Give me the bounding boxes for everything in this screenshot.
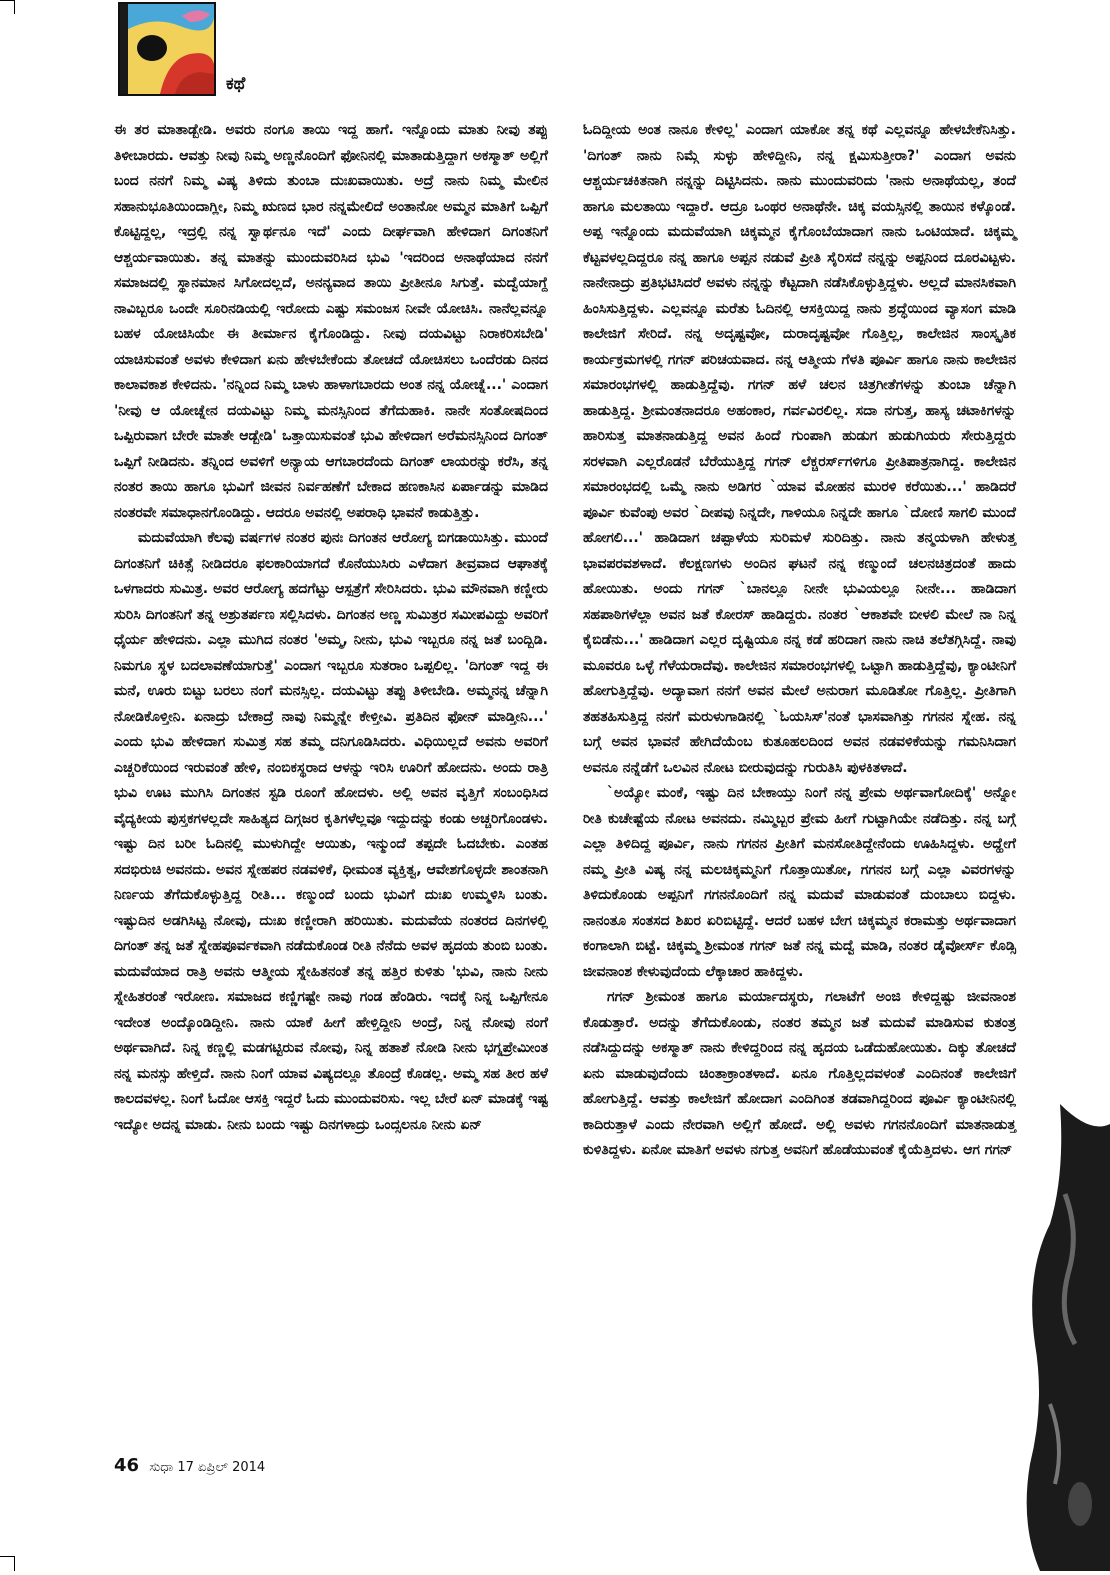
page-footer	[114, 1455, 265, 1476]
story-paragraph: ಈ ತರ ಮಾತಾಡ್ಬೇಡಿ. ಅವರು ನಂಗೂ ತಾಯಿ ಇದ್ದ ಹಾಗೆ. ಇನ್ನೊಂದು ಮಾತು ನೀವು ತಪ್ಪು ತಿಳೀಬಾರದು. ಆವತ್ತು ನೀವು ನಿಮ್ಮ ಅಣ್ಣನೊಂದಿಗೆ ಫೋನಿನಲ್ಲಿ ಮಾತಾಡುತ್ತಿದ್ದಾಗ ಅಕಸ್ಮಾತ್ ಅಲ್ಲಿಗೆ ಬಂದ ನನಗೆ ನಿಮ್ಮ ವಿಷ್ಯ ತಿಳಿದು ತುಂಬಾ ದುಃಖವಾಯಿತು. ಅದ್ರೆ ನಾನು ನಿಮ್ಮ ಮೇಲಿನ ಸಹಾನುಭೂತಿಯಿಂದಾಗ್ಲೀ, ನಿಮ್ಮ ಋಣದ ಭಾರ ನನ್ನಮೇಲಿದೆ ಅಂತಾನೋ ಅಮ್ಮನ ಮಾತಿಗೆ ಒಪ್ಪಿಗೆ ಕೊಟ್ಟಿದ್ದಲ್ಲ, ಇದ್ರಲ್ಲಿ ನನ್ನ ಸ್ವಾರ್ಥನೂ ಇದೆ' ಎಂದು ದೀರ್ಘವಾಗಿ ಹೇಳಿದಾಗ ದಿಗಂತನಿಗೆ ಆಶ್ಚರ್ಯವಾಯಿತು. ತನ್ನ ಮಾತನ್ನು ಮುಂದುವರಿಸಿದ ಭುವಿ 'ಇದರಿಂದ ಅನಾಥೆಯಾದ ನನಗೆ ಸಮಾಜದಲ್ಲಿ ಸ್ಥಾನಮಾನ ಸಿಗೋದಲ್ಲದೆ, ಅನನ್ಯವಾದ ತಾಯಿ ಪ್ರೀತೀನೂ ಸಿಗುತ್ತೆ. ಮದ್ವೆಯಾಗ್ದೆ ನಾವಿಬ್ಬರೂ ಒಂದೇ ಸೂರಿನಡಿಯಲ್ಲಿ ಇರೋದು ಎಷ್ಟು ಸಮಂಜಸ ನೀವೇ ಯೋಚಿಸಿ. ನಾನೆಲ್ಲವನ್ನೂ ಬಹಳ ಯೋಚಿಸಿಯೇ ಈ ತೀರ್ಮಾನ ಕೈಗೊಂಡಿದ್ದು. ನೀವು ದಯವಿಟ್ಟು ನಿರಾಕರಿಸಬೇಡಿ' ಯಾಚಿಸುವಂತೆ ಅವಳು ಕೇಳಿದಾಗ ಏನು ಹೇಳಬೇಕೆಂದು ತೋಚದೆ ಯೋಚಿಸಲು ಒಂದೆರಡು ದಿನದ ಕಾಲಾವಕಾಶ ಕೇಳಿದನು. 'ನನ್ನಿಂದ ನಿಮ್ಮ ಬಾಳು ಹಾಳಾಗಬಾರದು ಅಂತ ನನ್ನ ಯೋಚ್ನೆ...' ಎಂದಾಗ 'ನೀವು ಆ ಯೋಚ್ನೇನ ದಯವಿಟ್ಟು ನಿಮ್ಮ ಮನಸ್ಸಿನಿಂದ ತೆಗೆದುಹಾಕಿ. ನಾನೇ ಸಂತೋಷದಿಂದ ಒಪ್ಪಿರುವಾಗ ಬೇರೇ ಮಾತೇ ಆಡ್ಬೇಡಿ' ಒತ್ತಾಯಿಸುವಂತೆ ಭುವಿ ಹೇಳಿದಾಗ ಅರೆಮನಸ್ಸಿನಿಂದ ದಿಗಂತ್ ಒಪ್ಪಿಗೆ ನೀಡಿದನು. ತನ್ನಿಂದ ಅವಳಿಗೆ ಅನ್ಯಾಯ ಆಗಬಾರದೆಂದು ದಿಗಂತ್ ಲಾಯರನ್ನು ಕರೆಸಿ, ತನ್ನ ನಂತರ ತಾಯಿ ಹಾಗೂ ಭುವಿಗೆ ಜೀವನ ನಿರ್ವಹಣೆಗೆ ಬೇಕಾದ ಹಣಕಾಸಿನ ಏರ್ಪಾಡನ್ನು ಮಾಡಿದ ನಂತರವೇ ಸಮಾಧಾನಗೊಂಡಿದ್ದು. ಆದರೂ ಅವನಲ್ಲಿ ಅಪರಾಧಿ ಭಾವನೆ ಕಾಡುತ್ತಿತ್ತು.	[114, 122, 548, 521]
magazine-name: ಸುಧಾ	[149, 1460, 174, 1475]
issue-date: 17 ಏಪ್ರಿಲ್ 2014	[177, 1460, 266, 1475]
story-paragraph: `ಅಯ್ಯೋ ಮಂಕೆ, ಇಷ್ಟು ದಿನ ಬೇಕಾಯ್ತು ನಿಂಗೆ ನನ್ನ ಪ್ರೇಮ ಅರ್ಥವಾಗೋದಿಕ್ಕೆ' ಅನ್ನೋ ರೀತಿ ಕುಚೇಷ್ಟೆಯ ನೋಟ ಅವನದು. ನಮ್ಮಿಬ್ಬರ ಪ್ರೇಮ ಹೀಗೆ ಗುಟ್ಟಾಗಿಯೇ ನಡೆದಿತ್ತು. ನನ್ನ ಬಗ್ಗೆ ಎಲ್ಲಾ ತಿಳಿದಿದ್ದ ಪೂರ್ವಿ, ನಾನು ಗಗನನ ಪ್ರೀತಿಗೆ ಮನಸೋತಿದ್ದೇನೆಂದು ಊಹಿಸಿದ್ದಳು. ಅದ್ಹೇಗೆ ನಮ್ಮ ಪ್ರೀತಿ ವಿಷ್ಯ ನನ್ನ ಮಲಚಿಕ್ಕಮ್ಮನಿಗೆ ಗೊತ್ತಾಯಿತೋ, ಗಗನನ ಬಗ್ಗೆ ಎಲ್ಲಾ ವಿವರಗಳನ್ನು ತಿಳಿದುಕೊಂಡು ಅಪ್ಪನಿಗೆ ಗಗನನೊಂದಿಗೆ ನನ್ನ ಮದುವೆ ಮಾಡುವಂತೆ ದುಂಬಾಲು ಬಿದ್ದಳು. ನಾನಂತೂ ಸಂತಸದ ಶಿಖರ ಏರಿಬಿಟ್ಟಿದ್ದೆ. ಆದರೆ ಬಹಳ ಬೇಗ ಚಿಕ್ಕಮ್ಮನ ಕರಾಮತ್ತು ಅರ್ಥವಾದಾಗ ಕಂಗಾಲಾಗಿ ಬಿಟ್ಟೆ. ಚಿಕ್ಕಮ್ಮ ಶ್ರೀಮಂತ ಗಗನ್ ಜತೆ ನನ್ನ ಮದ್ವೆ ಮಾಡಿ, ನಂತರ ಡೈವೋರ್ಸ್ ಕೊಡ್ಸಿ ಜೀವನಾಂಶ ಕೇಳುವುದೆಂದು ಲೆಕ್ಕಾಚಾರ ಹಾಕಿದ್ದಳು.	[583, 785, 1016, 980]
photo-image	[1020, 1104, 1110, 1571]
section-label: ಕಥೆ	[226, 74, 246, 94]
story-column-left	[114, 118, 548, 1133]
section-logo	[118, 2, 216, 96]
story-paragraph: ಗಗನ್ ಶ್ರೀಮಂತ ಹಾಗೂ ಮರ್ಯಾದಸ್ಥರು, ಗಲಾಟೆಗೆ ಅಂಜಿ ಕೇಳಿದ್ದಷ್ಟು ಜೀವನಾಂಶ ಕೊಡುತ್ತಾರೆ. ಅದನ್ನು ತೆಗೆದುಕೊಂಡು, ನಂತರ ತಮ್ಮನ ಜತೆ ಮದುವೆ ಮಾಡಿಸುವ ಕುತಂತ್ರ ನಡೆಸಿದ್ದುದನ್ನು ಅಕಸ್ಮಾತ್ ನಾನು ಕೇಳಿದ್ದರಿಂದ ನನ್ನ ಹೃದಯ ಒಡೆದುಹೋಯಿತು. ದಿಕ್ಕು ತೋಚದೆ ಏನು ಮಾಡುವುದೆಂದು ಚಿಂತಾಕ್ರಾಂತಳಾದೆ. ಏನೂ ಗೊತ್ತಿಲ್ಲದವಳಂತೆ ಎಂದಿನಂತೆ ಕಾಲೇಜಿಗೆ ಹೋಗುತ್ತಿದ್ದೆ. ಆವತ್ತು ಕಾಲೇಜಿಗೆ ಹೋದಾಗ ಎಂದಿಗಿಂತ ತಡವಾಗಿದ್ದರಿಂದ ಪೂರ್ವಿ ಕ್ಯಾಂಟೀನಿನಲ್ಲಿ ಕಾದಿರುತ್ತಾಳೆ ಎಂದು ನೇರವಾಗಿ ಅಲ್ಲಿಗೆ ಹೋದೆ. ಅಲ್ಲಿ ಅವಳು ಗಗನನೊಂದಿಗೆ ಮಾತನಾಡುತ್ತ ಕುಳಿತಿದ್ದಳು. ಏನೋ ಮಾತಿಗೆ ಅವಳು ನಗುತ್ತ ಅವನಿಗೆ ಹೊಡೆಯುವಂತೆ ಕೈಯೆತ್ತಿದಳು. ಆಗ ಗಗನ್	[583, 989, 1016, 1158]
crop-mark	[0, 1556, 14, 1557]
story-logo-illustration	[120, 4, 214, 94]
story-column-right	[583, 118, 1017, 1158]
partial-photo	[1020, 1104, 1110, 1571]
crop-mark	[0, 0, 14, 1]
story-paragraph: ಓದಿದ್ದೀಯ ಅಂತ ನಾನೂ ಕೇಳಿಲ್ಲ' ಎಂದಾಗ ಯಾಕೋ ತನ್ನ ಕಥೆ ಎಲ್ಲವನ್ನೂ ಹೇಳಬೇಕೆನಿಸಿತ್ತು. 'ದಿಗಂತ್ ನಾನು ನಿಮ್ಗೆ ಸುಳ್ಳು ಹೇಳಿದ್ದೀನಿ, ನನ್ನ ಕ್ಷಮಿಸುತ್ತೀರಾ?' ಎಂದಾಗ ಅವನು ಆಶ್ಚರ್ಯಚಕಿತನಾಗಿ ನನ್ನನ್ನು ದಿಟ್ಟಿಸಿದನು. ನಾನು ಮುಂದುವರಿದು 'ನಾನು ಅನಾಥೆಯಲ್ಲ, ತಂದೆ ಹಾಗೂ ಮಲತಾಯಿ ಇದ್ದಾರೆ. ಆದ್ರೂ ಒಂಥರ ಅನಾಥೆನೇ. ಚಿಕ್ಕ ವಯಸ್ಸಿನಲ್ಲಿ ತಾಯಿನ ಕಳ್ಕೊಂಡೆ. ಅಪ್ಪ ಇನ್ನೊಂದು ಮದುವೆಯಾಗಿ ಚಿಕ್ಕಮ್ಮನ ಕೈಗೊಂಬೆಯಾದಾಗ ನಾನು ಒಂಟಿಯಾದೆ. ಚಿಕ್ಕಮ್ಮ ಕೆಟ್ಟವಳಲ್ಲದಿದ್ದರೂ ನನ್ನ ಹಾಗೂ ಅಪ್ಪನ ನಡುವೆ ಪ್ರೀತಿ ಸೈರಿಸದೆ ನನ್ನನ್ನು ಅಪ್ಪನಿಂದ ದೂರವಿಟ್ಟಳು. ನಾನೇನಾದ್ರು ಪ್ರತಿಭಟಿಸಿದರೆ ಅವಳು ನನ್ನನ್ನು ಕೆಟ್ಟದಾಗಿ ನಡೆಸಿಕೊಳ್ಳುತ್ತಿದ್ದಳು. ಅಲ್ಲದೆ ಮಾನಸಿಕವಾಗಿ ಹಿಂಸಿಸುತ್ತಿದ್ದಳು. ಎಲ್ಲವನ್ನೂ ಮರೆತು ಓದಿನಲ್ಲಿ ಆಸಕ್ತಿಯಿದ್ದ ನಾನು ಶ್ರದ್ಧೆಯಿಂದ ವ್ಯಾಸಂಗ ಮಾಡಿ ಕಾಲೇಜಿಗೆ ಸೇರಿದೆ. ನನ್ನ ಅದೃಷ್ಟವೋ, ದುರಾದೃಷ್ಟವೋ ಗೊತ್ತಿಲ್ಲ, ಕಾಲೇಜಿನ ಸಾಂಸ್ಕೃತಿಕ ಕಾರ್ಯಕ್ರಮಗಳಲ್ಲಿ ಗಗನ್ ಪರಿಚಯವಾದ. ನನ್ನ ಆತ್ಮೀಯ ಗೆಳತಿ ಪೂರ್ವಿ ಹಾಗೂ ನಾನು ಕಾಲೇಜಿನ ಸಮಾರಂಭಗಳಲ್ಲಿ ಹಾಡುತ್ತಿದ್ದೆವು. ಗಗನ್ ಹಳೆ ಚಲನ ಚಿತ್ರಗೀತೆಗಳನ್ನು ತುಂಬಾ ಚೆನ್ನಾಗಿ ಹಾಡುತ್ತಿದ್ದ. ಶ್ರೀಮಂತನಾದರೂ ಅಹಂಕಾರ, ಗರ್ವವಿರಲಿಲ್ಲ. ಸದಾ ನಗುತ್ತ, ಹಾಸ್ಯ ಚಟಾಕಿಗಳನ್ನು ಹಾರಿಸುತ್ತ ಮಾತನಾಡುತ್ತಿದ್ದ ಅವನ ಹಿಂದೆ ಗುಂಪಾಗಿ ಹುಡುಗ ಹುಡುಗಿಯರು ಸೇರುತ್ತಿದ್ದರು ಸರಳವಾಗಿ ಎಲ್ಲರೊಡನೆ ಬೆರೆಯುತ್ತಿದ್ದ ಗಗನ್ ಲೆಕ್ಚರರ್ಸ್‌ಗಳಿಗೂ ಪ್ರೀತಿಪಾತ್ರನಾಗಿದ್ದ. ಕಾಲೇಜಿನ ಸಮಾರಂಭದಲ್ಲಿ ಒಮ್ಮೆ ನಾನು ಅಡಿಗರ `ಯಾವ ಮೋಹನ ಮುರಳಿ ಕರೆಯಿತು...' ಹಾಡಿದರೆ ಪೂರ್ವಿ ಕುವೆಂಪು ಅವರ `ದೀಪವು ನಿನ್ನದೇ, ಗಾಳಿಯೂ ನಿನ್ನದೇ ಹಾಗೂ `ದೋಣಿ ಸಾಗಲಿ ಮುಂದೆ ಹೋಗಲಿ...' ಹಾಡಿದಾಗ ಚಪ್ಪಾಳೆಯ ಸುರಿಮಳೆ ಸುರಿದಿತ್ತು. ನಾನು ತನ್ಮಯಳಾಗಿ ಹೇಳುತ್ತ ಭಾವಪರವಶಳಾದೆ. ಕೆಲಕ್ಷಣಗಳು ಅಂದಿನ ಘಟನೆ ನನ್ನ ಕಣ್ಮುಂದೆ ಚಲನಚಿತ್ರದಂತೆ ಹಾದು ಹೋಯಿತು. ಅಂದು ಗಗನ್ `ಬಾನಲ್ಲೂ ನೀನೇ ಭುವಿಯಲ್ಲೂ ನೀನೇ... ಹಾಡಿದಾಗ ಸಹಪಾಠಿಗಳೆಲ್ಲಾ ಅವನ ಜತೆ ಕೋರಸ್ ಹಾಡಿದ್ದರು. ನಂತರ `ಆಕಾಶವೇ ಬೀಳಲಿ ಮೇಲೆ ನಾ ನಿನ್ನ ಕೈಬಿಡೆನು...' ಹಾಡಿದಾಗ ಎಲ್ಲರ ದೃಷ್ಟಿಯೂ ನನ್ನ ಕಡೆ ಹರಿದಾಗ ನಾನು ನಾಚಿ ತಲೆತಗ್ಗಿಸಿದ್ದೆ. ನಾವು ಮೂವರೂ ಒಳ್ಳೆ ಗೆಳೆಯರಾದೆವು. ಕಾಲೇಜಿನ ಸಮಾರಂಭಗಳಲ್ಲಿ ಒಟ್ಟಾಗಿ ಹಾಡುತ್ತಿದ್ದೆವು, ಕ್ಯಾಂಟೀನಿಗೆ ಹೋಗುತ್ತಿದ್ದೆವು. ಅದ್ಯಾವಾಗ ನನಗೆ ಅವನ ಮೇಲೆ ಅನುರಾಗ ಮೂಡಿತೋ ಗೊತ್ತಿಲ್ಲ. ಪ್ರೀತಿಗಾಗಿ ತಹತಹಿಸುತ್ತಿದ್ದ ನನಗೆ ಮರುಳುಗಾಡಿನಲ್ಲಿ `ಓಯಸಿಸ್'ನಂತೆ ಭಾಸವಾಗಿತ್ತು ಗಗನನ ಸ್ನೇಹ. ನನ್ನ ಬಗ್ಗೆ ಅವನ ಭಾವನೆ ಹೇಗಿದೆಯೆಂಬ ಕುತೂಹಲದಿಂದ ಅವನ ನಡವಳಿಕೆಯನ್ನು ಗಮನಿಸಿದಾಗ ಅವನೂ ನನ್ನೆಡೆಗೆ ಒಲವಿನ ನೋಟ ಬೀರುವುದನ್ನು ಗುರುತಿಸಿ ಪುಳಕಿತಳಾದೆ.	[583, 122, 1017, 776]
logo-hole	[137, 35, 167, 61]
logo-left-strip	[120, 4, 128, 94]
story-paragraph: ಮದುವೆಯಾಗಿ ಕೆಲವು ವರ್ಷಗಳ ನಂತರ ಪುನಃ ದಿಗಂತನ ಆರೋಗ್ಯ ಬಿಗಡಾಯಿಸಿತ್ತು. ಮುಂದೆ ದಿಗಂತನಿಗೆ ಚಿಕಿತ್ಸೆ ನೀಡಿದರೂ ಫಲಕಾರಿಯಾಗದೆ ಕೊನೆಯುಸಿರು ಎಳೆದಾಗ ತೀವ್ರವಾದ ಆಘಾತಕ್ಕೆ ಒಳಗಾದರು ಸುಮಿತ್ರ. ಅವರ ಆರೋಗ್ಯ ಹದಗೆಟ್ಟು ಆಸ್ಪತ್ರೆಗೆ ಸೇರಿಸಿದರು. ಭುವಿ ಮೌನವಾಗಿ ಕಣ್ಣೀರು ಸುರಿಸಿ ದಿಗಂತನಿಗೆ ತನ್ನ ಅಶ್ರುತರ್ಪಣ ಸಲ್ಲಿಸಿದಳು. ದಿಗಂತನ ಅಣ್ಣ ಸುಮಿತ್ರರ ಸಮೀಪವಿದ್ದು ಅವರಿಗೆ ಧೈರ್ಯ ಹೇಳಿದನು. ಎಲ್ಲಾ ಮುಗಿದ ನಂತರ 'ಅಮ್ಮ, ನೀನು, ಭುವಿ ಇಬ್ಬರೂ ನನ್ನ ಜತೆ ಬಂದ್ಬಿಡಿ. ನಿಮಗೂ ಸ್ಥಳ ಬದಲಾವಣೆಯಾಗುತ್ತೆ' ಎಂದಾಗ ಇಬ್ಬರೂ ಸುತರಾಂ ಒಪ್ಪಲಿಲ್ಲ. 'ದಿಗಂತ್ ಇದ್ದ ಈ ಮನೆ, ಊರು ಬಿಟ್ಟು ಬರಲು ನಂಗೆ ಮನಸ್ಸಿಲ್ಲ. ದಯವಿಟ್ಟು ತಪ್ಪು ತಿಳೀಬೇಡಿ. ಅಮ್ಮನನ್ನ ಚೆನ್ನಾಗಿ ನೋಡಿಕೊಳ್ತೀನಿ. ಏನಾದ್ರು ಬೇಕಾದ್ರೆ ನಾವು ನಿಮ್ಮನ್ನೇ ಕೇಳ್ತೀವಿ. ಪ್ರತಿದಿನ ಫೋನ್ ಮಾಡ್ತೀನಿ...' ಎಂದು ಭುವಿ ಹೇಳಿದಾಗ ಸುಮಿತ್ರ ಸಹ ತಮ್ಮ ದನಿಗೂಡಿಸಿದರು. ವಿಧಿಯಿಲ್ಲದೆ ಅವನು ಅವರಿಗೆ ಎಚ್ಚರಿಕೆಯಿಂದ ಇರುವಂತೆ ಹೇಳಿ, ನಂಬಿಕಸ್ಥರಾದ ಆಳನ್ನು ಇರಿಸಿ ಊರಿಗೆ ಹೋದನು. ಅಂದು ರಾತ್ರಿ ಭುವಿ ಊಟ ಮುಗಿಸಿ ದಿಗಂತನ ಸ್ಟಡಿ ರೂಂಗೆ ಹೋದಳು. ಅಲ್ಲಿ ಅವನ ವೃತ್ತಿಗೆ ಸಂಬಂಧಿಸಿದ ವೈದ್ಯಕೀಯ ಪುಸ್ತಕಗಳಲ್ಲದೇ ಸಾಹಿತ್ಯದ ದಿಗ್ಗಜರ ಕೃತಿಗಳೆಲ್ಲವೂ ಇದ್ದುದನ್ನು ಕಂಡು ಅಚ್ಚರಿಗೊಂಡಳು. ಇಷ್ಟು ದಿನ ಬರೀ ಓದಿನಲ್ಲಿ ಮುಳುಗಿದ್ದೇ ಆಯಿತು, ಇನ್ಮುಂದೆ ತಪ್ಪದೇ ಓದಬೇಕು. ಎಂತಹ ಸದಭಿರುಚಿ ಅವನದು. ಅವನ ಸ್ನೇಹಪರ ನಡವಳಿಕೆ, ಧೀಮಂತ ವ್ಯಕ್ತಿತ್ವ, ಆವೇಶಗೊಳ್ಳದೇ ಶಾಂತನಾಗಿ ನಿರ್ಣಯ ತೆಗೆದುಕೊಳ್ಳುತ್ತಿದ್ದ ರೀತಿ... ಕಣ್ಮುಂದೆ ಬಂದು ಭುವಿಗೆ ದುಃಖ ಉಮ್ಮಳಿಸಿ ಬಂತು. ಇಷ್ಟುದಿನ ಅಡಗಿಸಿಟ್ಟ ನೋವು, ದುಃಖ ಕಣ್ಣೀರಾಗಿ ಹರಿಯಿತು. ಮದುವೆಯ ನಂತರದ ದಿನಗಳಲ್ಲಿ ದಿಗಂತ್ ತನ್ನ ಜತೆ ಸ್ನೇಹಪೂರ್ವಕವಾಗಿ ನಡೆದುಕೊಂಡ ರೀತಿ ನೆನೆದು ಅವಳ ಹೃದಯ ತುಂಬಿ ಬಂತು. ಮದುವೆಯಾದ ರಾತ್ರಿ ಅವನು ಆತ್ಮೀಯ ಸ್ನೇಹಿತನಂತೆ ತನ್ನ ಹತ್ತಿರ ಕುಳಿತು 'ಭುವಿ, ನಾನು ನೀನು ಸ್ನೇಹಿತರಂತೆ ಇರೋಣ. ಸಮಾಜದ ಕಣ್ಣಿಗಷ್ಟೇ ನಾವು ಗಂಡ ಹೆಂಡಿರು. ಇದಕ್ಕೆ ನಿನ್ನ ಒಪ್ಪಿಗೇನೂ ಇದೇಂತ ಅಂದ್ಕೊಂಡಿದ್ದೀನಿ. ನಾನು ಯಾಕೆ ಹೀಗೆ ಹೇಳ್ತಿದ್ದೀನಿ ಅಂದ್ರೆ, ನಿನ್ನ ನೋವು ನಂಗೆ ಅರ್ಥವಾಗಿದೆ. ನಿನ್ನ ಕಣ್ಣಲ್ಲಿ ಮಡಗಟ್ಟಿರುವ ನೋವು, ನಿನ್ನ ಹತಾಶೆ ನೋಡಿ ನೀನು ಭಗ್ನಪ್ರೇಮೀಂತ ನನ್ನ ಮನಸ್ಸು ಹೇಳ್ತಿದೆ. ನಾನು ನಿಂಗೆ ಯಾವ ವಿಷ್ಯದಲ್ಲೂ ತೊಂದ್ರೆ ಕೊಡಲ್ಲ. ಅಮ್ಮ ಸಹ ತೀರ ಹಳೆ ಕಾಲದವಳಲ್ಲ. ನಿಂಗೆ ಓದೋ ಆಸಕ್ತಿ ಇದ್ದರೆ ಓದು ಮುಂದುವರಿಸು. ಇಲ್ಲ ಬೇರೆ ಏನ್ ಮಾಡಕ್ಕೆ ಇಷ್ಟ ಇದ್ಯೋ ಅದನ್ನ ಮಾಡು. ನೀನು ಬಂದು ಇಷ್ಟು ದಿನಗಳಾದ್ರು ಒಂದ್ಸಲನೂ ನೀನು ಏನ್	[114, 530, 548, 1133]
crop-mark	[14, 0, 15, 14]
page-number: 46	[114, 1455, 140, 1476]
crop-mark	[14, 1556, 15, 1571]
